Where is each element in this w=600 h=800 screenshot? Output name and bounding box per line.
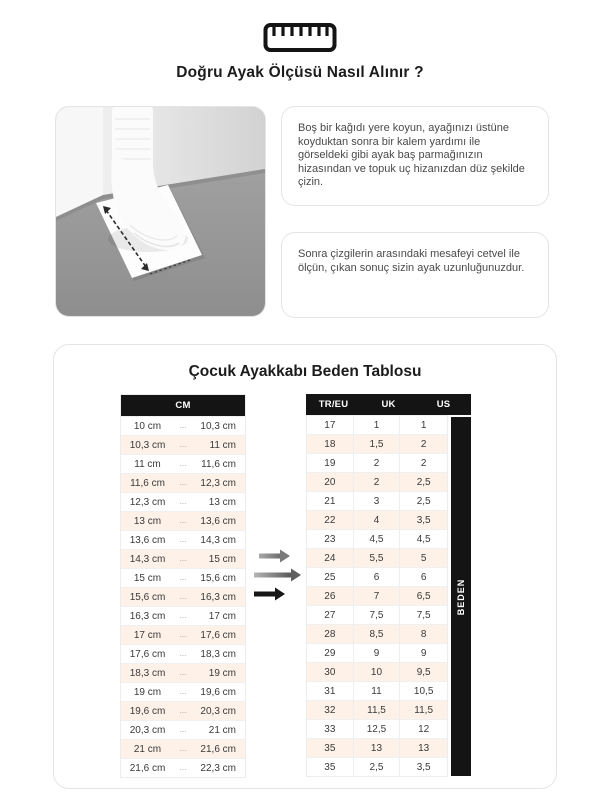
size-table-row: 18 1,5 2 xyxy=(307,434,447,453)
cm-table-row: 12,3 cm ... 13 cm xyxy=(121,492,245,511)
cm-table-row: 21,6 cm ... 22,3 cm xyxy=(121,758,245,777)
cm-table-row: 13,6 cm ... 14,3 cm xyxy=(121,530,245,549)
cm-table-row: 10,3 cm ... 11 cm xyxy=(121,435,245,454)
size-table-row: 19 2 2 xyxy=(307,453,447,472)
size-table-header xyxy=(306,394,471,415)
instruction-step-1 xyxy=(281,106,549,206)
size-table-row: 29 9 9 xyxy=(307,643,447,662)
instruction-step-2 xyxy=(281,232,549,318)
size-table-title: Çocuk Ayakkabı Beden Tablosu xyxy=(188,363,422,380)
cm-table xyxy=(120,394,246,778)
size-table-row: 26 7 6,5 xyxy=(307,586,447,605)
cm-table-row: 14,3 cm ... 15 cm xyxy=(121,549,245,568)
cm-table-row: 15 cm ... 15,6 cm xyxy=(121,568,245,587)
size-column-header: US xyxy=(436,399,451,410)
size-column-header: UK xyxy=(381,399,396,410)
cm-table-row: 11,6 cm ... 12,3 cm xyxy=(121,473,245,492)
cm-table-row: 13 cm ... 13,6 cm xyxy=(121,511,245,530)
cm-table-row: 17 cm ... 17,6 cm xyxy=(121,625,245,644)
beden-label: BEDEN xyxy=(456,578,466,615)
size-table-row: 33 12,5 12 xyxy=(307,719,447,738)
size-table-row: 20 2 2,5 xyxy=(307,472,447,491)
size-table-row: 27 7,5 7,5 xyxy=(307,605,447,624)
cm-table-row: 19 cm ... 19,6 cm xyxy=(121,682,245,701)
size-table-row: 24 5,5 5 xyxy=(307,548,447,567)
size-table-row: 32 11,5 11,5 xyxy=(307,700,447,719)
cm-table-row: 20,3 cm ... 21 cm xyxy=(121,720,245,739)
transfer-arrows-icon xyxy=(252,544,304,611)
cm-table-row: 18,3 cm ... 19 cm xyxy=(121,663,245,682)
size-table-row: 17 1 1 xyxy=(307,415,447,434)
instruction-step-1-text: Boş bir kağıdı yere koyun, ayağınızı üstüne koyduktan sonra bir kalem yardımı ile görseldeki gibi ayak baş parmağınızın hizasından ve topuk uç hizanızdan düz şekilde çizin. xyxy=(298,122,525,188)
size-table-row: 25 6 6 xyxy=(307,567,447,586)
size-table-row: 23 4,5 4,5 xyxy=(307,529,447,548)
cm-table-row: 21 cm ... 21,6 cm xyxy=(121,739,245,758)
size-table-row: 21 3 2,5 xyxy=(307,491,447,510)
cm-table-row: 10 cm ... 10,3 cm xyxy=(121,416,245,435)
cm-table-row: 17,6 cm ... 18,3 cm xyxy=(121,644,245,663)
size-table-row: 35 13 13 xyxy=(307,738,447,757)
size-table-row: 22 4 3,5 xyxy=(307,510,447,529)
size-table-row: 31 11 10,5 xyxy=(307,681,447,700)
ruler-icon xyxy=(0,22,600,58)
size-table-body xyxy=(306,415,448,777)
cm-table-body xyxy=(121,416,245,777)
cm-table-row: 19,6 cm ... 20,3 cm xyxy=(121,701,245,720)
cm-table-row: 16,3 cm ... 17 cm xyxy=(121,606,245,625)
size-table-row: 28 8,5 8 xyxy=(307,624,447,643)
size-table xyxy=(306,394,471,773)
cm-table-row: 15,6 cm ... 16,3 cm xyxy=(121,587,245,606)
size-table-row: 30 10 9,5 xyxy=(307,662,447,681)
size-table-card xyxy=(53,344,557,789)
cm-table-row: 11 cm ... 11,6 cm xyxy=(121,454,245,473)
foot-measurement-image xyxy=(55,106,266,317)
size-table-row: 35 2,5 3,5 xyxy=(307,757,447,776)
instruction-step-2-text: Sonra çizgilerin arasındaki mesafeyi cetvel ile ölçün, çıkan sonuç sizin ayak uzunluğunuzdur. xyxy=(298,248,525,274)
size-column-header: TR/EU xyxy=(318,399,349,410)
beden-bar xyxy=(451,417,471,776)
page-title: Doğru Ayak Ölçüsü Nasıl Alınır ? xyxy=(176,64,424,81)
cm-table-header: CM xyxy=(121,395,245,416)
